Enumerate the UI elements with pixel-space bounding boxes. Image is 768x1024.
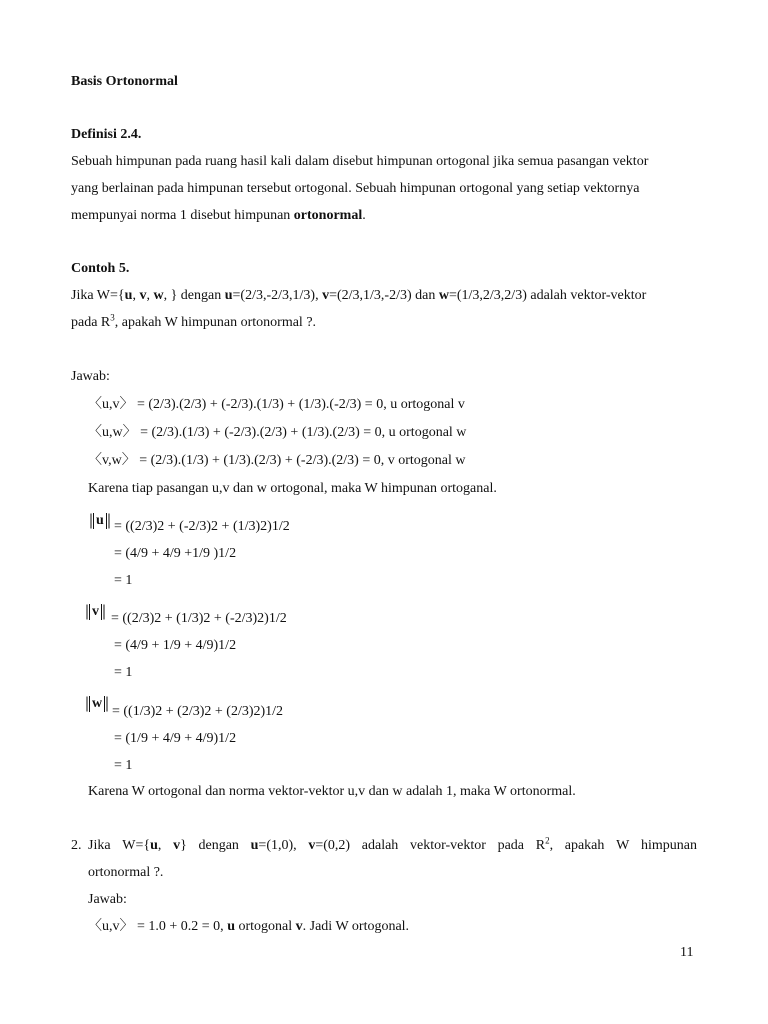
text: ,: [549, 838, 554, 853]
norm-v-line-3: = 1: [114, 665, 133, 680]
answer-label: Jawab:: [71, 369, 110, 384]
norm-v-symbol: [89, 603, 102, 621]
superscript: 3: [110, 312, 115, 323]
vector-w: w: [153, 288, 164, 303]
text: ,: [157, 838, 162, 853]
vector-v: v: [322, 288, 330, 303]
word: apakah: [564, 838, 605, 853]
vector-u: u: [150, 838, 158, 853]
word: W: [616, 838, 630, 853]
norm-u-symbol: [93, 512, 107, 530]
vector-u: u: [124, 288, 133, 303]
norm-v-line-2: = (4/9 + 1/9 + 4/9)1/2: [114, 638, 237, 653]
norm-u-line-1: = ((2/3)2 + (-2/3)2 + (1/3)2)1/2: [114, 519, 290, 534]
example-question-line-1: [71, 287, 697, 305]
page-number: 11: [680, 945, 694, 960]
superscript: 2: [545, 835, 550, 846]
text: =(0,2): [315, 838, 351, 853]
text: Jika W={: [71, 288, 125, 303]
vector-v: v: [308, 838, 316, 853]
norm-w: w: [89, 696, 105, 712]
example2-answer: [88, 918, 409, 936]
word: vektor-vektor: [409, 838, 486, 853]
text: pada R: [71, 315, 111, 330]
vector-u: u: [224, 288, 233, 303]
definition-text: .: [362, 208, 366, 223]
section-heading: Basis Ortonormal: [71, 74, 178, 89]
inner-product-uv: 〈u,v〉 = (2/3).(2/3) + (-2/3).(1/3) + (1/3).(-2/3) = 0, u ortogonal v: [88, 397, 465, 412]
word: [173, 837, 187, 855]
norm-u: u: [93, 513, 107, 529]
text: , apakah W himpunan ortonormal ?.: [114, 315, 317, 330]
example-question-line-2: [71, 314, 316, 332]
norm-w-symbol: [89, 695, 105, 713]
norm-u-line-2: = (4/9 + 4/9 +1/9 )1/2: [114, 546, 237, 561]
word: [122, 837, 161, 855]
orthonormal-conclusion: Karena W ortogonal dan norma vektor-vektor u,v dan w adalah 1, maka W ortonormal.: [88, 784, 576, 799]
word: [536, 837, 553, 855]
vector-v: v: [173, 838, 181, 853]
word: adalah: [361, 838, 399, 853]
norm-w-line-2: = (1/9 + 4/9 + 4/9)1/2: [114, 731, 237, 746]
vector-u: u: [250, 838, 259, 853]
definition-line-1: [71, 153, 697, 171]
definition-text: yang berlainan pada himpunan tersebut ortogonal. Sebuah himpunan ortogonal yang setiap vektornya: [71, 181, 640, 196]
text: }: [180, 838, 187, 853]
text: 〈u,v〉 = 1.0 + 0.2 = 0,: [88, 919, 228, 934]
definition-text: mempunyai norma 1 disebut himpunan: [71, 208, 294, 223]
definition-title: Definisi 2.4.: [71, 127, 142, 142]
example2-answer-label: Jawab:: [88, 892, 127, 907]
word: [251, 837, 297, 855]
text: ,: [132, 288, 140, 303]
vector-w: w: [438, 288, 449, 303]
norm-w-line-3: = 1: [114, 758, 133, 773]
text: ortogonal: [234, 919, 296, 934]
word: [308, 837, 350, 855]
text: =(1/3,2/3,2/3) adalah vektor-vektor: [448, 288, 647, 303]
norm-v-line-1: = ((2/3)2 + (1/3)2 + (-2/3)2)1/2: [111, 611, 287, 626]
definition-text: Sebuah himpunan pada ruang hasil kali dalam disebut himpunan ortogonal jika semua pasangan vektor: [71, 154, 649, 169]
vector-u: u: [227, 919, 235, 934]
example2-question-line-1: [88, 837, 697, 855]
inner-product-uw: 〈u,w〉 = (2/3).(1/3) + (-2/3).(2/3) + (1/3).(2/3) = 0, u ortogonal w: [88, 425, 467, 440]
norm-u-line-3: = 1: [114, 573, 133, 588]
norm-w-line-1: = ((1/3)2 + (2/3)2 + (2/3)2)1/2: [112, 704, 284, 719]
inner-product-vw: 〈v,w〉 = (2/3).(1/3) + (1/3).(2/3) + (-2/3).(2/3) = 0, v ortogonal w: [88, 453, 466, 468]
text: R: [535, 838, 546, 853]
text: =(2/3,-2/3,1/3),: [232, 288, 323, 303]
example2-number: 2.: [71, 838, 82, 853]
word: Jika: [88, 838, 111, 853]
definition-keyword: ortonormal: [293, 208, 363, 223]
word: dengan: [198, 838, 239, 853]
vector-v: v: [139, 288, 147, 303]
norm-v: v: [89, 604, 102, 620]
example-title: Contoh 5.: [71, 261, 130, 276]
orthogonal-conclusion: Karena tiap pasangan u,v dan w ortogonal, maka W himpunan ortoganal.: [88, 481, 497, 496]
word: himpunan: [641, 838, 697, 853]
text: =(1,0),: [258, 838, 297, 853]
example2-question-line-2: ortonormal ?.: [88, 865, 164, 880]
word: pada: [497, 838, 525, 853]
text: ,: [146, 288, 154, 303]
text: W={: [122, 838, 151, 853]
text: , } dengan: [163, 288, 225, 303]
definition-line-2: [71, 180, 697, 198]
definition-line-3: [71, 207, 366, 225]
vector-v: v: [295, 919, 303, 934]
text: =(2/3,1/3,-2/3) dan: [329, 288, 439, 303]
text: . Jadi W ortogonal.: [302, 919, 410, 934]
